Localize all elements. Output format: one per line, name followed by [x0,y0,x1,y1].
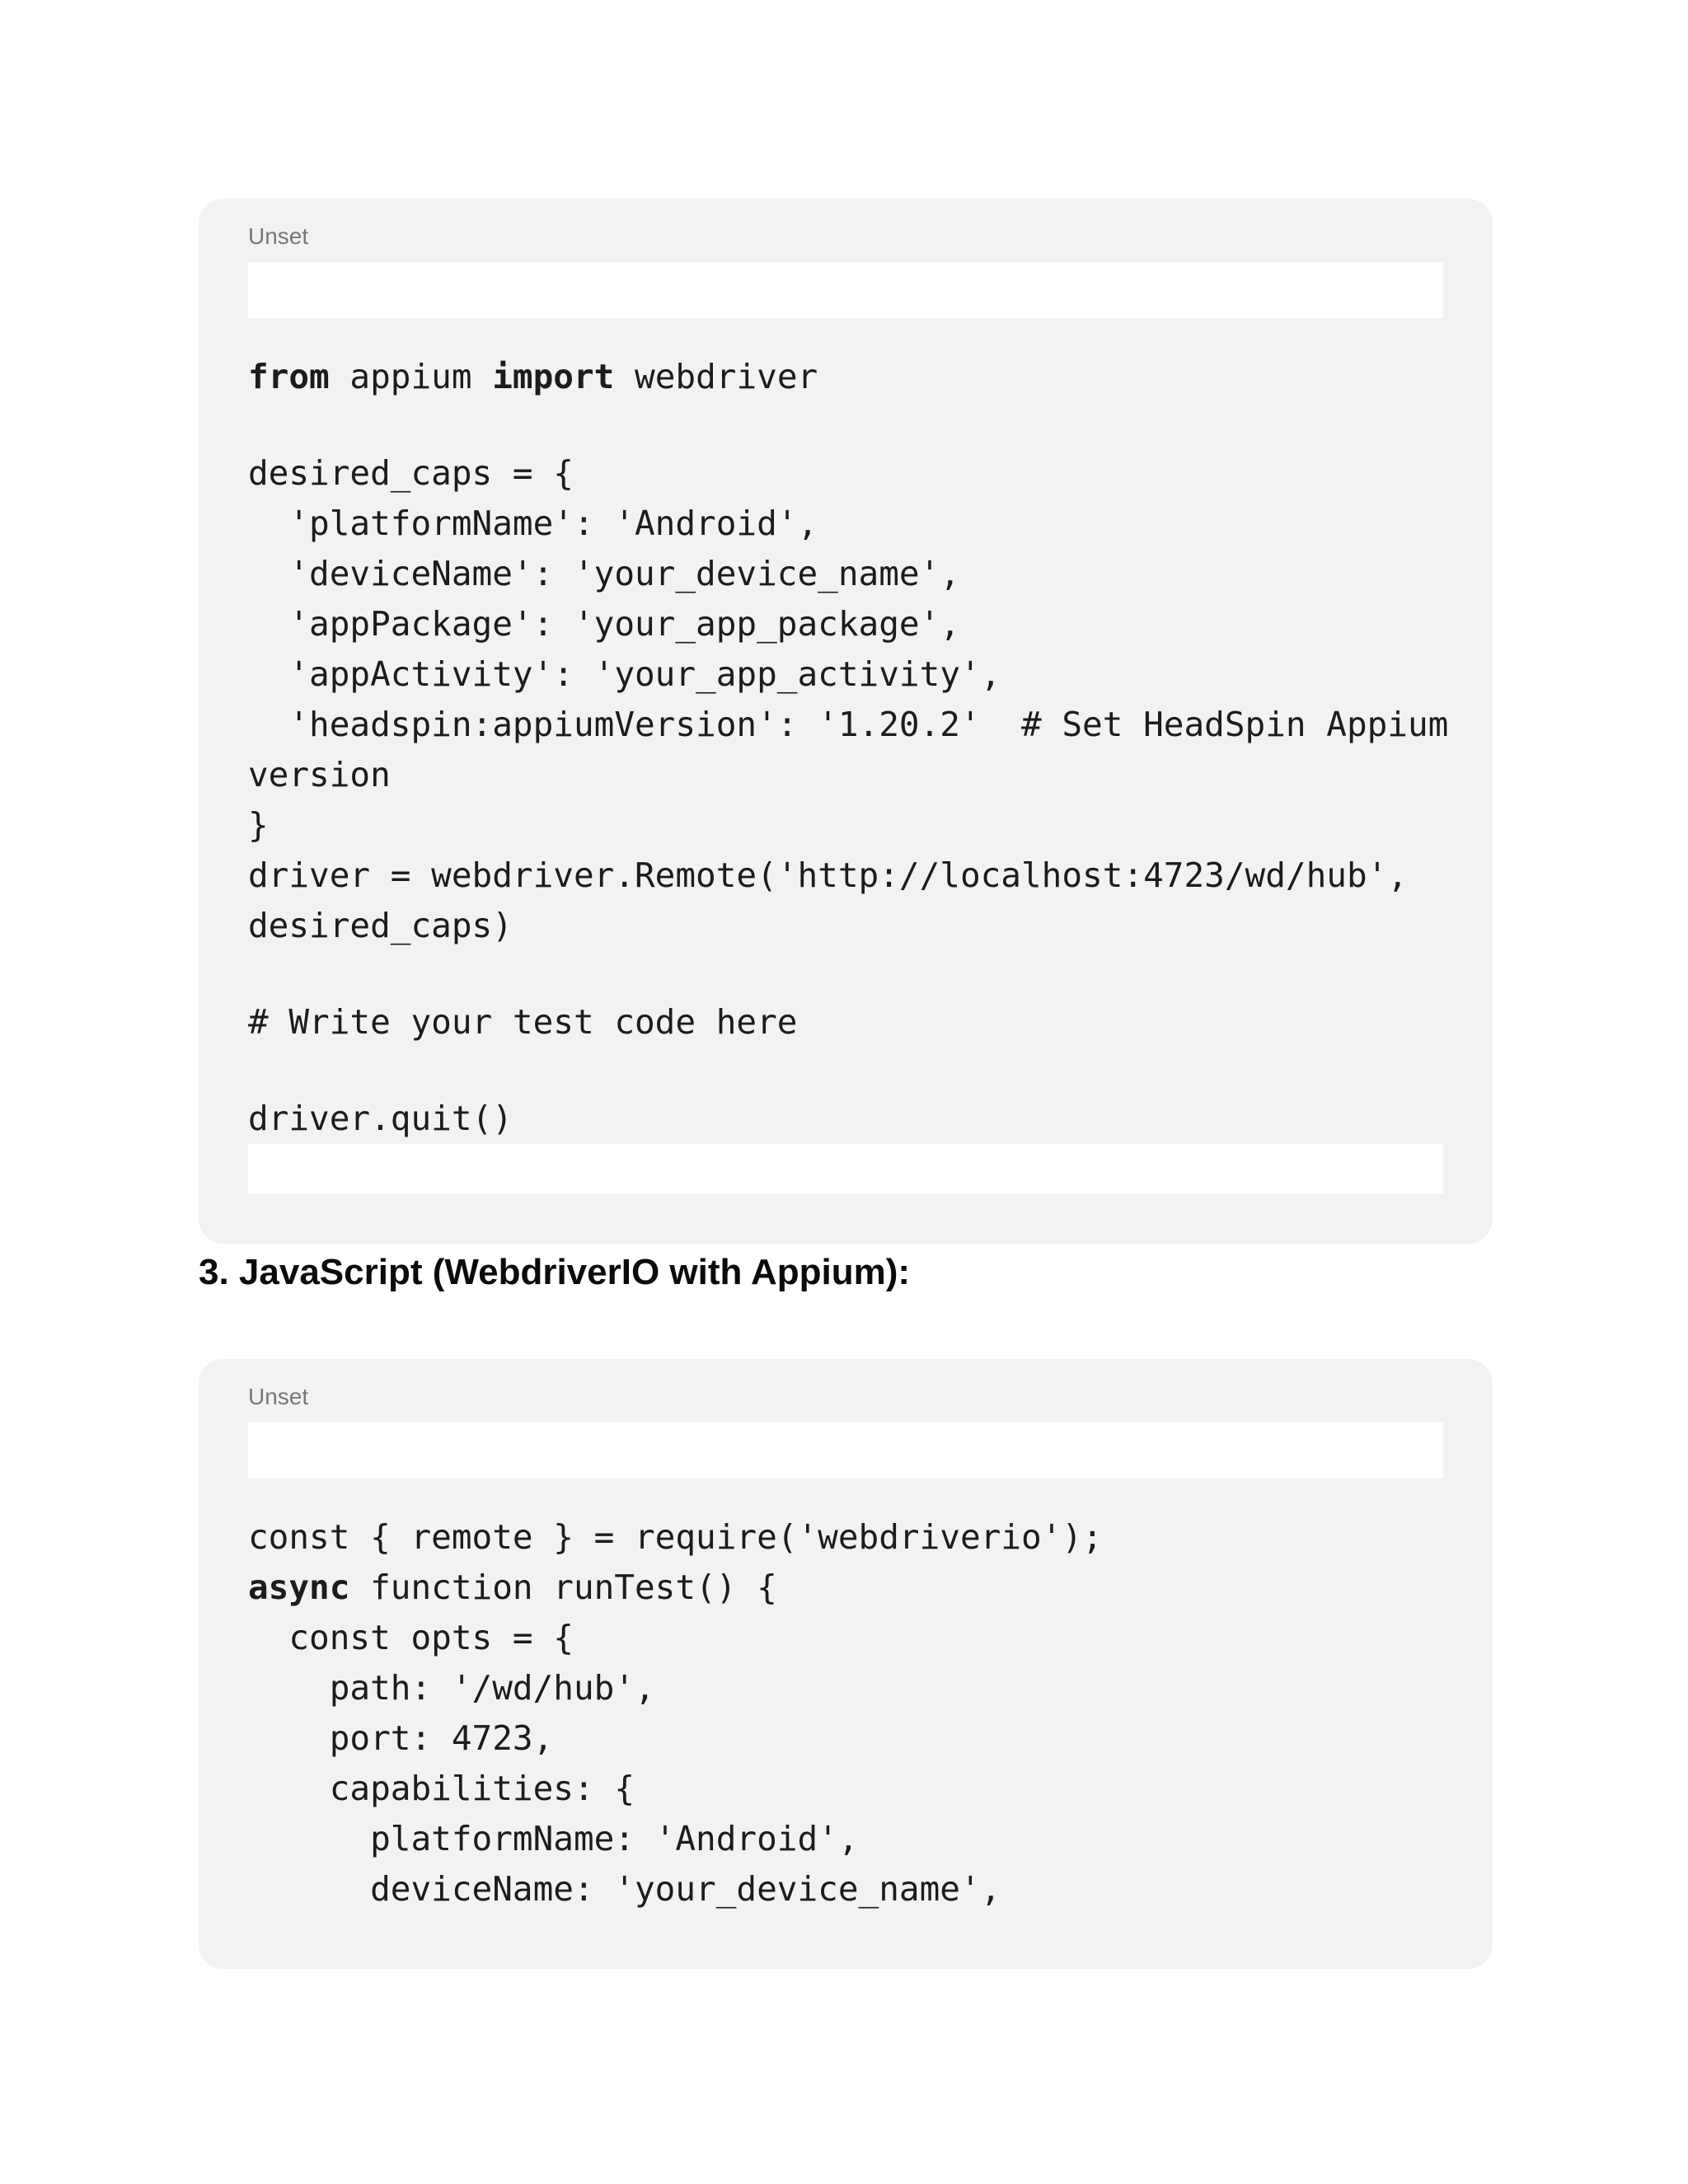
code-line: desired_caps = { [248,453,574,493]
code-line: version [248,755,391,794]
code-line: driver.quit() [248,1099,513,1138]
code-line: from appium import webdriver [248,357,818,396]
code-line: path: '/wd/hub', [248,1668,655,1708]
code-language-label: Unset [248,223,309,249]
code-top-bar [248,262,1443,318]
code-line: } [248,805,269,845]
code-line: port: 4723, [248,1718,554,1758]
code-top-bar [248,1422,1443,1479]
code-line: platformName: 'Android', [248,1819,859,1858]
code-line: 'platformName': 'Android', [248,504,818,543]
code-line: capabilities: { [248,1769,635,1808]
python-code-block [199,199,1493,1244]
code-line: desired_caps) [248,906,513,945]
code-body [248,1512,1443,1915]
code-line: driver = webdriver.Remote('http://localhost:4723/wd/hub', [248,855,1408,895]
code-line: 'appActivity': 'your_app_activity', [248,654,1001,694]
code-line [248,951,1443,997]
code-line [248,402,1443,448]
code-line [248,1047,1443,1094]
javascript-code-block [199,1359,1493,1969]
code-bottom-bar [248,1144,1443,1193]
code-line: const { remote } = require('webdriverio'); [248,1517,1103,1557]
code-body [248,352,1449,1144]
code-line: 'appPackage': 'your_app_package', [248,604,960,644]
code-line: 'deviceName': 'your_device_name', [248,554,960,593]
code-line: # Write your test code here [248,1002,798,1042]
code-language-label: Unset [248,1384,309,1409]
code-line: 'headspin:appiumVersion': '1.20.2' # Set HeadSpin Appium [248,705,1449,744]
code-line: const opts = { [248,1618,574,1657]
code-line: deviceName: 'your_device_name', [248,1869,1001,1909]
section-heading: 3. JavaScript (WebdriverIO with Appium): [199,1252,911,1292]
code-line: async function runTest() { [248,1568,777,1607]
